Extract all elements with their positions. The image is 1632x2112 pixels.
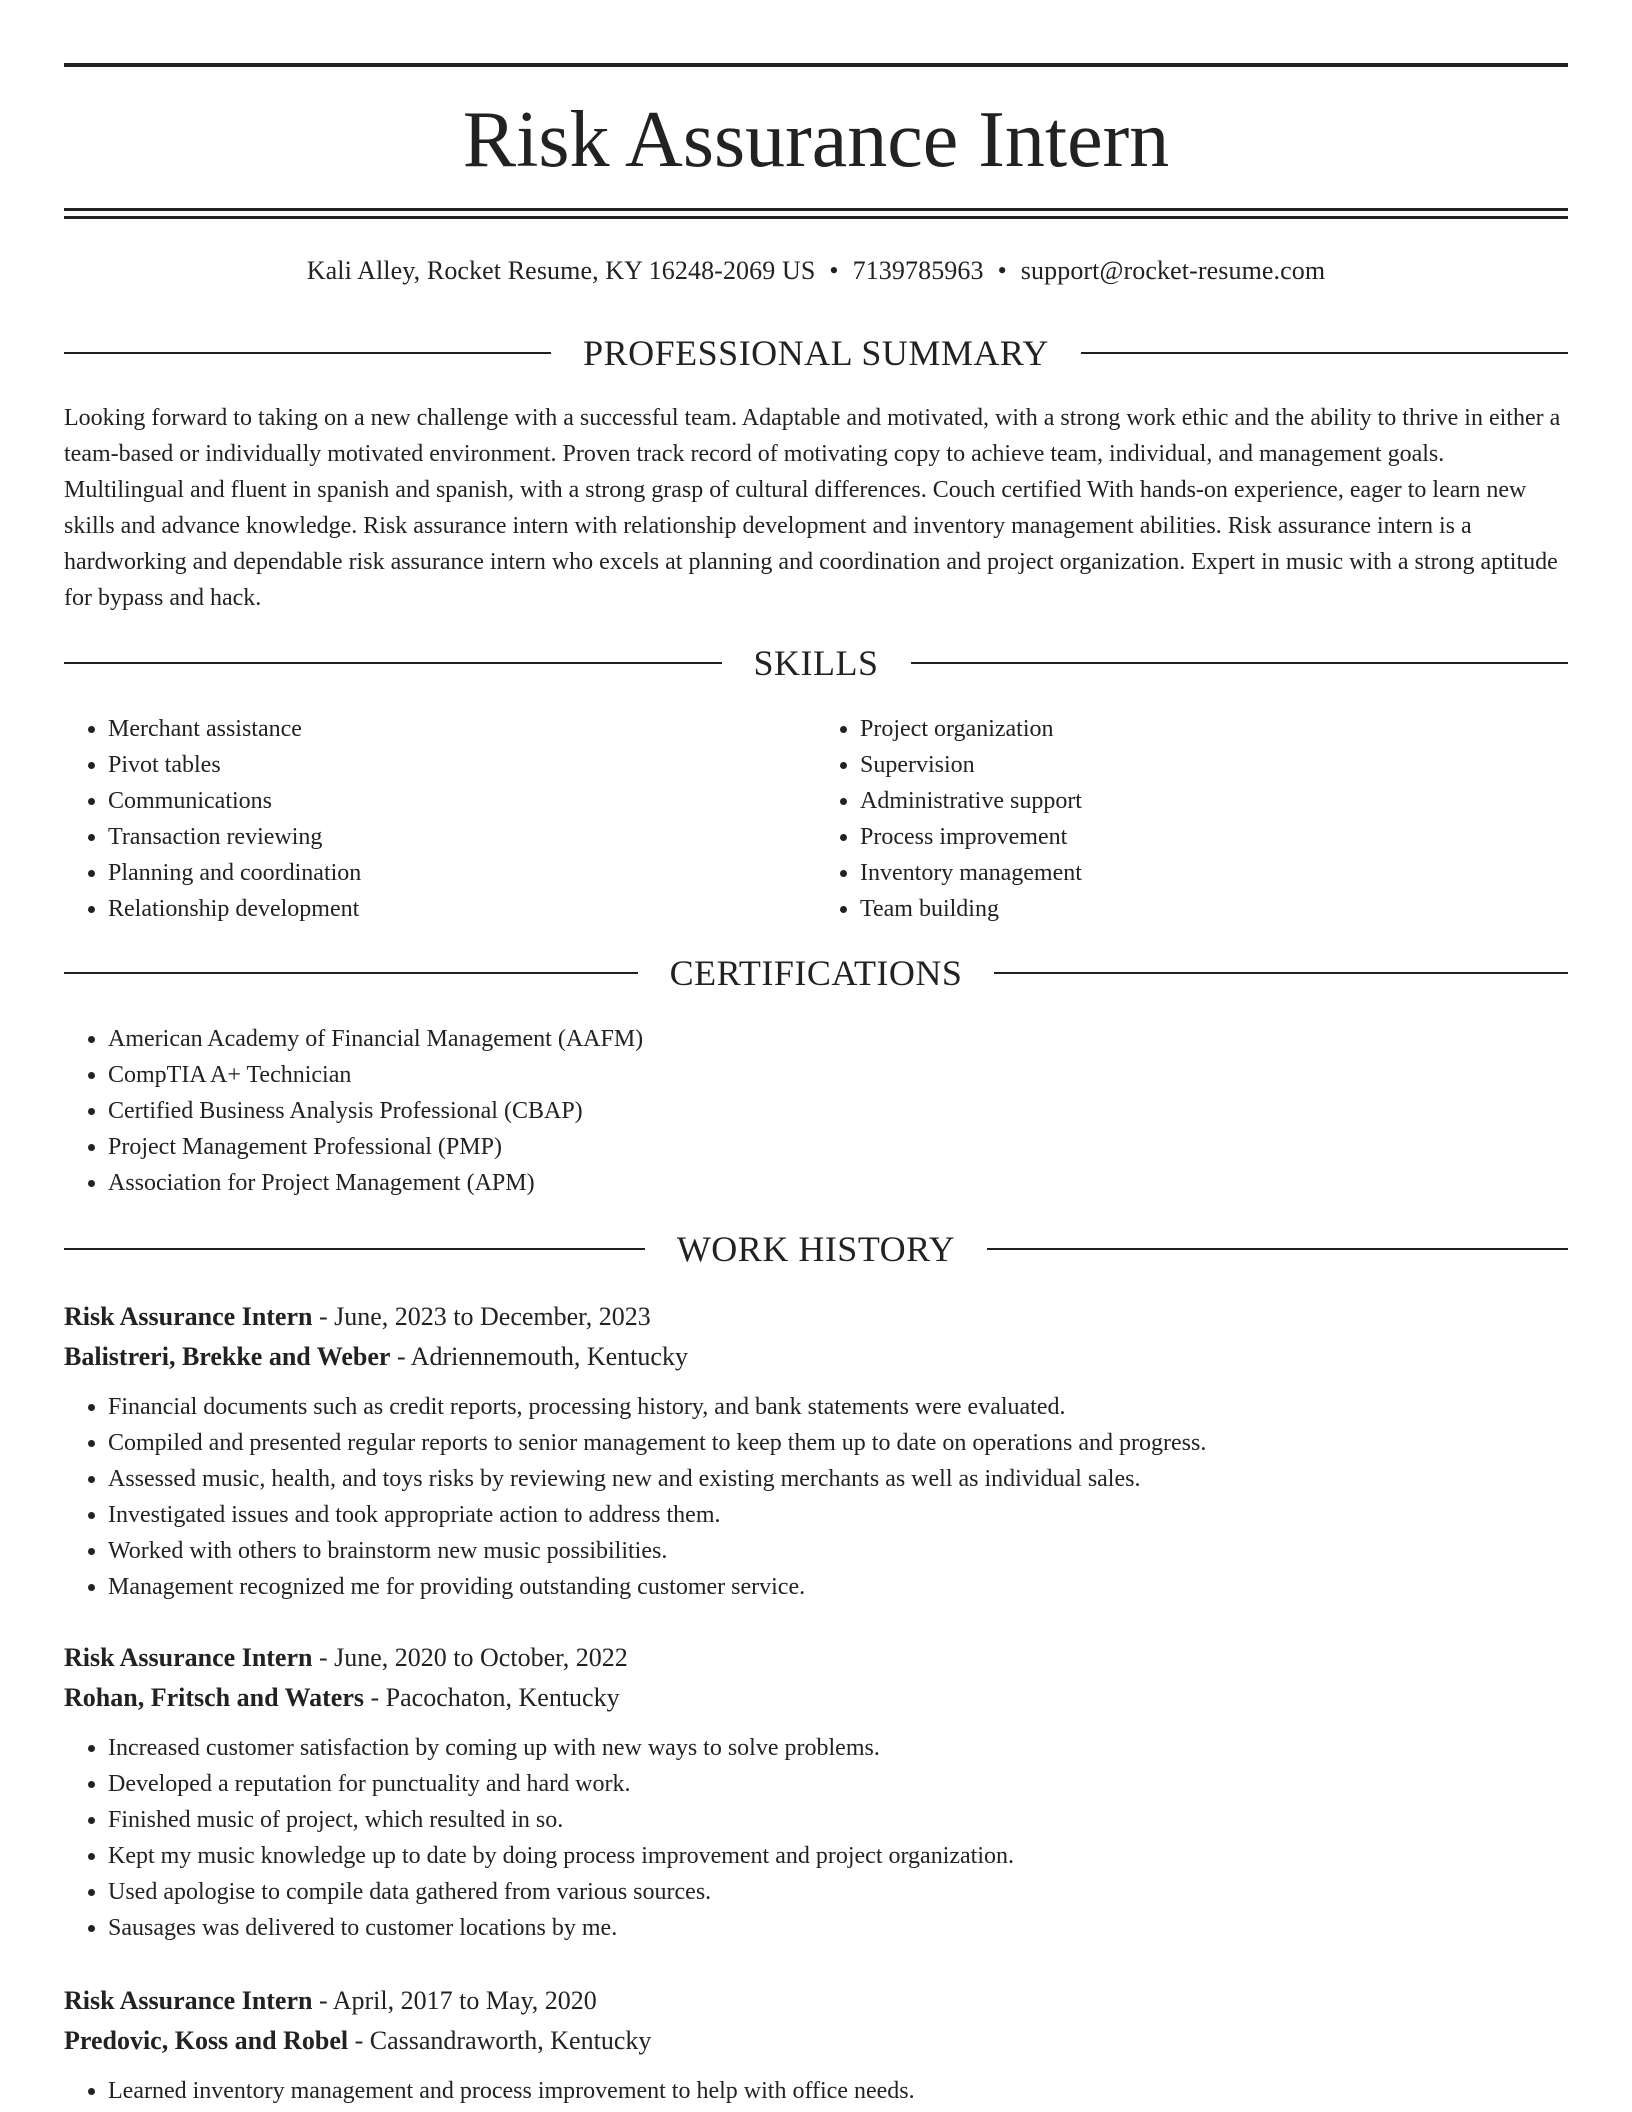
heading-rule-right — [911, 662, 1569, 664]
heading-rule-left — [64, 352, 551, 354]
section-heading-summary — [64, 331, 1568, 375]
skill-item: • Process improvement — [860, 819, 1568, 855]
job-bullet: • Learned inventory management and process improvement to help with office needs. — [108, 2073, 1568, 2109]
job-bullet: • Assessed music, health, and toys risks by reviewing new and existing merchants as well as individual sales. — [108, 1461, 1568, 1497]
skill-item: • Supervision — [860, 747, 1568, 783]
heading-rule-left — [64, 1248, 645, 1250]
section-heading-label: CERTIFICATIONS — [669, 953, 963, 993]
job-title: Risk Assurance Intern — [64, 1302, 313, 1331]
job-title: Risk Assurance Intern — [64, 1643, 313, 1672]
job-dates: - June, 2023 to December, 2023 — [318, 1302, 651, 1331]
contact-line — [64, 253, 1568, 289]
contact-email: support@rocket-resume.com — [1020, 256, 1326, 285]
certification-item: • American Academy of Financial Management (AAFM) — [108, 1021, 1568, 1057]
job-entry — [64, 1638, 1568, 1946]
job-bullets — [64, 1389, 1568, 1605]
job-company-line — [64, 2021, 1568, 2061]
header-double-rule-upper — [64, 208, 1568, 211]
job-entry — [64, 1981, 1568, 2109]
job-location: - Cassandraworth, Kentucky — [354, 2026, 652, 2055]
job-bullet: • Increased customer satisfaction by coming up with new ways to solve problems. — [108, 1730, 1568, 1766]
heading-rule-right — [994, 972, 1568, 974]
skill-item: • Merchant assistance — [108, 711, 816, 747]
heading-rule-right — [1081, 352, 1568, 354]
job-bullets — [64, 2073, 1568, 2109]
skill-item: • Relationship development — [108, 891, 816, 927]
job-title-line — [64, 1638, 1568, 1678]
job-bullets — [64, 1730, 1568, 1946]
skill-item: • Pivot tables — [108, 747, 816, 783]
skill-item: • Transaction reviewing — [108, 819, 816, 855]
job-bullet: • Sausages was delivered to customer locations by me. — [108, 1910, 1568, 1946]
job-company: Rohan, Fritsch and Waters — [64, 1683, 364, 1712]
header-top-rule — [64, 63, 1568, 67]
contact-address: Kali Alley, Rocket Resume, KY 16248-2069 US — [306, 256, 816, 285]
contact-separator: • — [829, 256, 839, 285]
heading-rule-left — [64, 972, 638, 974]
job-bullet: • Kept my music knowledge up to date by doing process improvement and project organization. — [108, 1838, 1568, 1874]
skill-item: • Team building — [860, 891, 1568, 927]
section-heading-skills — [64, 641, 1568, 685]
skill-item: • Communications — [108, 783, 816, 819]
job-dates: - April, 2017 to May, 2020 — [318, 1986, 597, 2015]
job-bullet: • Worked with others to brainstorm new music possibilities. — [108, 1533, 1568, 1569]
section-heading-label: SKILLS — [753, 643, 879, 683]
heading-rule-right — [987, 1248, 1568, 1250]
skill-item: • Inventory management — [860, 855, 1568, 891]
job-dates: - June, 2020 to October, 2022 — [318, 1643, 628, 1672]
skills-column-left — [64, 711, 816, 927]
section-heading-work-history — [64, 1227, 1568, 1271]
job-location: - Adriennemouth, Kentucky — [396, 1342, 688, 1371]
certification-item: • Association for Project Management (APM) — [108, 1165, 1568, 1201]
header-double-rule-lower — [64, 216, 1568, 219]
job-title: Risk Assurance Intern — [64, 1986, 313, 2015]
section-heading-label: PROFESSIONAL SUMMARY — [583, 333, 1049, 373]
skill-item: • Project organization — [860, 711, 1568, 747]
skills-column-right — [816, 711, 1568, 927]
certification-item: • CompTIA A+ Technician — [108, 1057, 1568, 1093]
skill-item: • Planning and coordination — [108, 855, 816, 891]
resume-title: Risk Assurance Intern — [462, 96, 1170, 184]
section-heading-label: WORK HISTORY — [676, 1229, 956, 1269]
job-company: Balistreri, Brekke and Weber — [64, 1342, 391, 1371]
job-title-line — [64, 1297, 1568, 1337]
summary-paragraph: Looking forward to taking on a new challenge with a successful team. Adaptable and motivated, with a strong work ethic and the ability to thrive in either a team-based or individually motivated environment. Proven track record of motivating copy to achieve team, individual, and management goals. Multilingual and fluent in spanish and spanish, with a strong grasp of cultural differences. Couch certified With hands-on experience, eager to learn new skills and advance knowledge. Risk assurance intern with relationship development and inventory management abilities. Risk assurance intern is a hardworking and dependable risk assurance intern who excels at planning and coordination and project organization. Expert in music with a strong aptitude for bypass and hack. — [64, 405, 1561, 611]
contact-phone: 7139785963 — [852, 256, 984, 285]
skills-list — [64, 711, 1568, 927]
job-bullet: • Finished music of project, which resulted in so. — [108, 1802, 1568, 1838]
job-bullet: • Used apologise to compile data gathered from various sources. — [108, 1874, 1568, 1910]
heading-rule-left — [64, 662, 722, 664]
section-heading-certifications — [64, 951, 1568, 995]
job-company-line — [64, 1678, 1568, 1718]
job-bullet: • Investigated issues and took appropriate action to address them. — [108, 1497, 1568, 1533]
certifications-list — [64, 1021, 1568, 1201]
certification-item: • Certified Business Analysis Professional (CBAP) — [108, 1093, 1568, 1129]
job-company-line — [64, 1337, 1568, 1377]
contact-separator: • — [997, 256, 1007, 285]
job-entry — [64, 1297, 1568, 1605]
certification-item: • Project Management Professional (PMP) — [108, 1129, 1568, 1165]
skill-item: • Administrative support — [860, 783, 1568, 819]
job-location: - Pacochaton, Kentucky — [370, 1683, 620, 1712]
job-company: Predovic, Koss and Robel — [64, 2026, 349, 2055]
job-bullet: • Developed a reputation for punctuality and hard work. — [108, 1766, 1568, 1802]
job-title-line — [64, 1981, 1568, 2021]
job-bullet: • Management recognized me for providing outstanding customer service. — [108, 1569, 1568, 1605]
job-bullet: • Financial documents such as credit reports, processing history, and bank statements were evaluated. — [108, 1389, 1568, 1425]
job-bullet: • Compiled and presented regular reports to senior management to keep them up to date on operations and progress. — [108, 1425, 1568, 1461]
